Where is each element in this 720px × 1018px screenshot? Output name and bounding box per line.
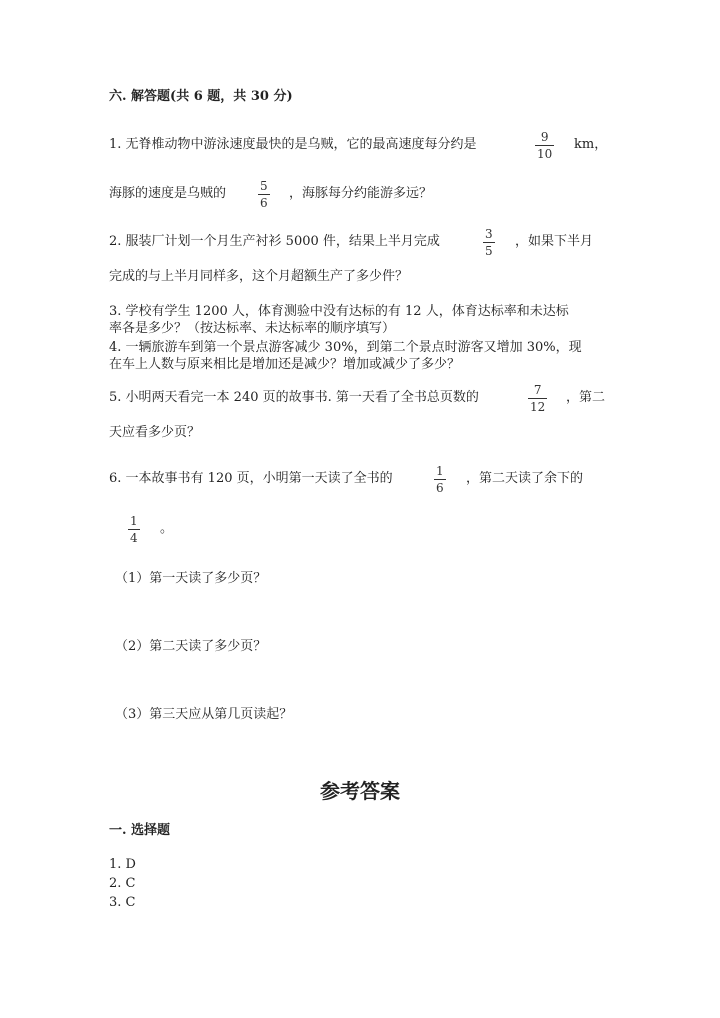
fraction-numerator: 5 [260, 179, 268, 193]
question-5-text-a: 5. 小明两天看完一本 240 页的故事书. 第一天看了全书总页数的 [109, 390, 479, 405]
fraction-bar [483, 242, 495, 243]
question-6-sub-2: （2）第二天读了多少页？ [115, 639, 267, 654]
question-6-sub-3: （3）第三天应从第几页读起？ [115, 707, 293, 722]
question-6-text-c: 。 [160, 521, 174, 536]
question-2-fraction [483, 228, 495, 258]
fraction-numerator: 3 [485, 227, 493, 241]
answers-title: 参考答案 [320, 779, 400, 803]
question-4-line-2: 在车上人数与原来相比是增加还是减少？增加或减少了多少？ [109, 357, 461, 372]
answers-section-1-heading: 一. 选择题 [109, 823, 171, 838]
question-5-text-c: 天应看多少页？ [109, 425, 201, 440]
fraction-numerator: 1 [436, 464, 444, 478]
answer-item: 2. C [109, 876, 136, 891]
fraction-numerator: 7 [533, 383, 542, 397]
question-2-text-c: 完成的与上半月同样多，这个月超额生产了多少件？ [109, 269, 409, 284]
question-3-line-2: 率各是多少？（按达标率、未达标率的顺序填写） [109, 321, 396, 336]
fraction-bar [434, 479, 446, 480]
question-1-unit: km， [574, 137, 608, 152]
fraction-denominator: 6 [436, 481, 444, 495]
fraction-denominator: 10 [537, 147, 553, 161]
question-4-line-1: 4. 一辆旅游车到第一个景点游客减少 30%，到第二个景点时游客又增加 30%，现 [109, 340, 582, 355]
question-2-text-b: ，如果下半月 [515, 234, 594, 249]
question-6-text-a: 6. 一本故事书有 120 页，小明第一天读了全书的 [109, 471, 393, 486]
section-heading: 六. 解答题(共 6 题，共 30 分) [109, 89, 293, 104]
answer-item: 1. D [109, 857, 136, 872]
question-5-fraction [528, 384, 547, 414]
question-1-text-a: 1. 无脊椎动物中游泳速度最快的是乌贼，它的最高速度每分约是 [109, 137, 477, 152]
fraction-denominator: 5 [485, 244, 493, 258]
question-5-text-b: ，第二 [566, 390, 606, 405]
fraction-numerator: 1 [130, 514, 138, 528]
answer-item: 3. C [109, 895, 136, 910]
question-6-fraction-1 [434, 465, 446, 495]
fraction-denominator: 4 [130, 531, 138, 545]
fraction-numerator: 9 [540, 130, 549, 144]
fraction-bar [258, 194, 270, 195]
question-1-text-c: ，海豚每分约能游多远？ [289, 186, 433, 201]
question-3-line-1: 3. 学校有学生 1200 人，体育测验中没有达标的有 12 人，体育达标率和未达标 [109, 304, 569, 319]
question-2-text-a: 2. 服装厂计划一个月生产衬衫 5000 件，结果上半月完成 [109, 234, 440, 249]
fraction-bar [528, 398, 547, 399]
fraction-bar [535, 145, 554, 146]
question-1-text-b: 海豚的速度是乌贼的 [109, 186, 227, 201]
question-1-fraction-1 [535, 131, 554, 161]
fraction-denominator: 12 [530, 400, 546, 414]
question-1-fraction-2 [258, 180, 270, 210]
question-6-sub-1: （1）第一天读了多少页？ [115, 571, 267, 586]
fraction-bar [128, 529, 140, 530]
question-6-text-b: ，第二天读了余下的 [466, 471, 584, 486]
fraction-denominator: 6 [260, 196, 268, 210]
question-6-fraction-2 [128, 515, 140, 545]
